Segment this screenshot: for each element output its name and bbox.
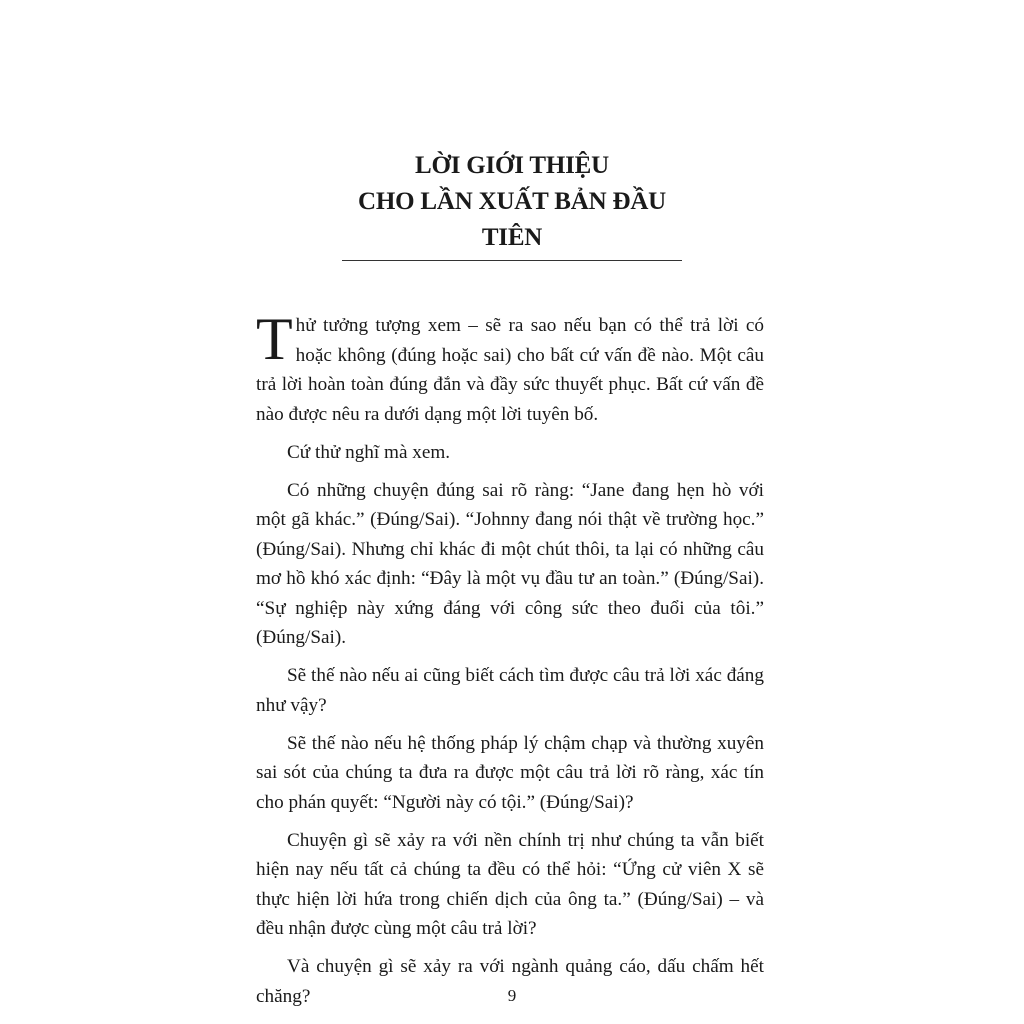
chapter-heading (0, 148, 1024, 261)
drop-cap: T (256, 306, 293, 372)
paragraph-5: Sẽ thế nào nếu hệ thống pháp lý chậm chạp và thường xuyên sai sót của chúng ta đưa ra được một câu trả lời rõ ràng, xác tín cho phán quyết: “Người này có tội.” (Đúng/Sai)? (256, 732, 764, 813)
page-number: 9 (507, 986, 517, 1005)
paragraph-3: Có những chuyện đúng sai rõ ràng: “Jane đang hẹn hò với một gã khác.” (Đúng/Sai). “Johnny đang nói thật về trường học.” (Đúng/Sai). Nhưng chỉ khác đi một chút thôi, ta lại có những câu mơ hồ khó xác định: “Đây là một vụ đầu tư an toàn.” (Đúng/Sai). “Sự nghiệp này xứng đáng với công sức theo đuổi của tôi.” (Đúng/Sai). (256, 479, 764, 648)
paragraph-1 (256, 306, 764, 429)
paragraph-7: Và chuyện gì sẽ xảy ra với ngành quảng cáo, dấu chấm hết chăng? (256, 956, 764, 1007)
paragraph-6: Chuyện gì sẽ xảy ra với nền chính trị như chúng ta vẫn biết hiện nay nếu tất cả chúng ta đều có thể hỏi: “Ứng cử viên X sẽ thực hiện lời hứa trong chiến dịch của ông ta.” (Đúng/Sai) – và đều nhận được cùng một câu trả lời? (256, 829, 764, 939)
paragraph-4: Sẽ thế nào nếu ai cũng biết cách tìm được câu trả lời xác đáng như vậy? (256, 665, 764, 716)
chapter-title-line-1: LỜI GIỚI THIỆU (414, 152, 610, 179)
chapter-body (256, 306, 764, 1020)
paragraph-2: Cứ thử nghĩ mà xem. (287, 441, 451, 463)
paragraph-1-text: hử tưởng tượng xem – sẽ ra sao nếu bạn có thể trả lời có hoặc không (đúng hoặc sai) cho bất cứ vấn đề nào. Một câu trả lời hoàn toàn đúng đắn và đầy sức thuyết phục. Bất cứ vấn đề nào được nêu ra dưới dạng một lời tuyên bố. (256, 315, 764, 425)
chapter-title-line-2: CHO LẦN XUẤT BẢN ĐẦU TIÊN (342, 184, 682, 261)
